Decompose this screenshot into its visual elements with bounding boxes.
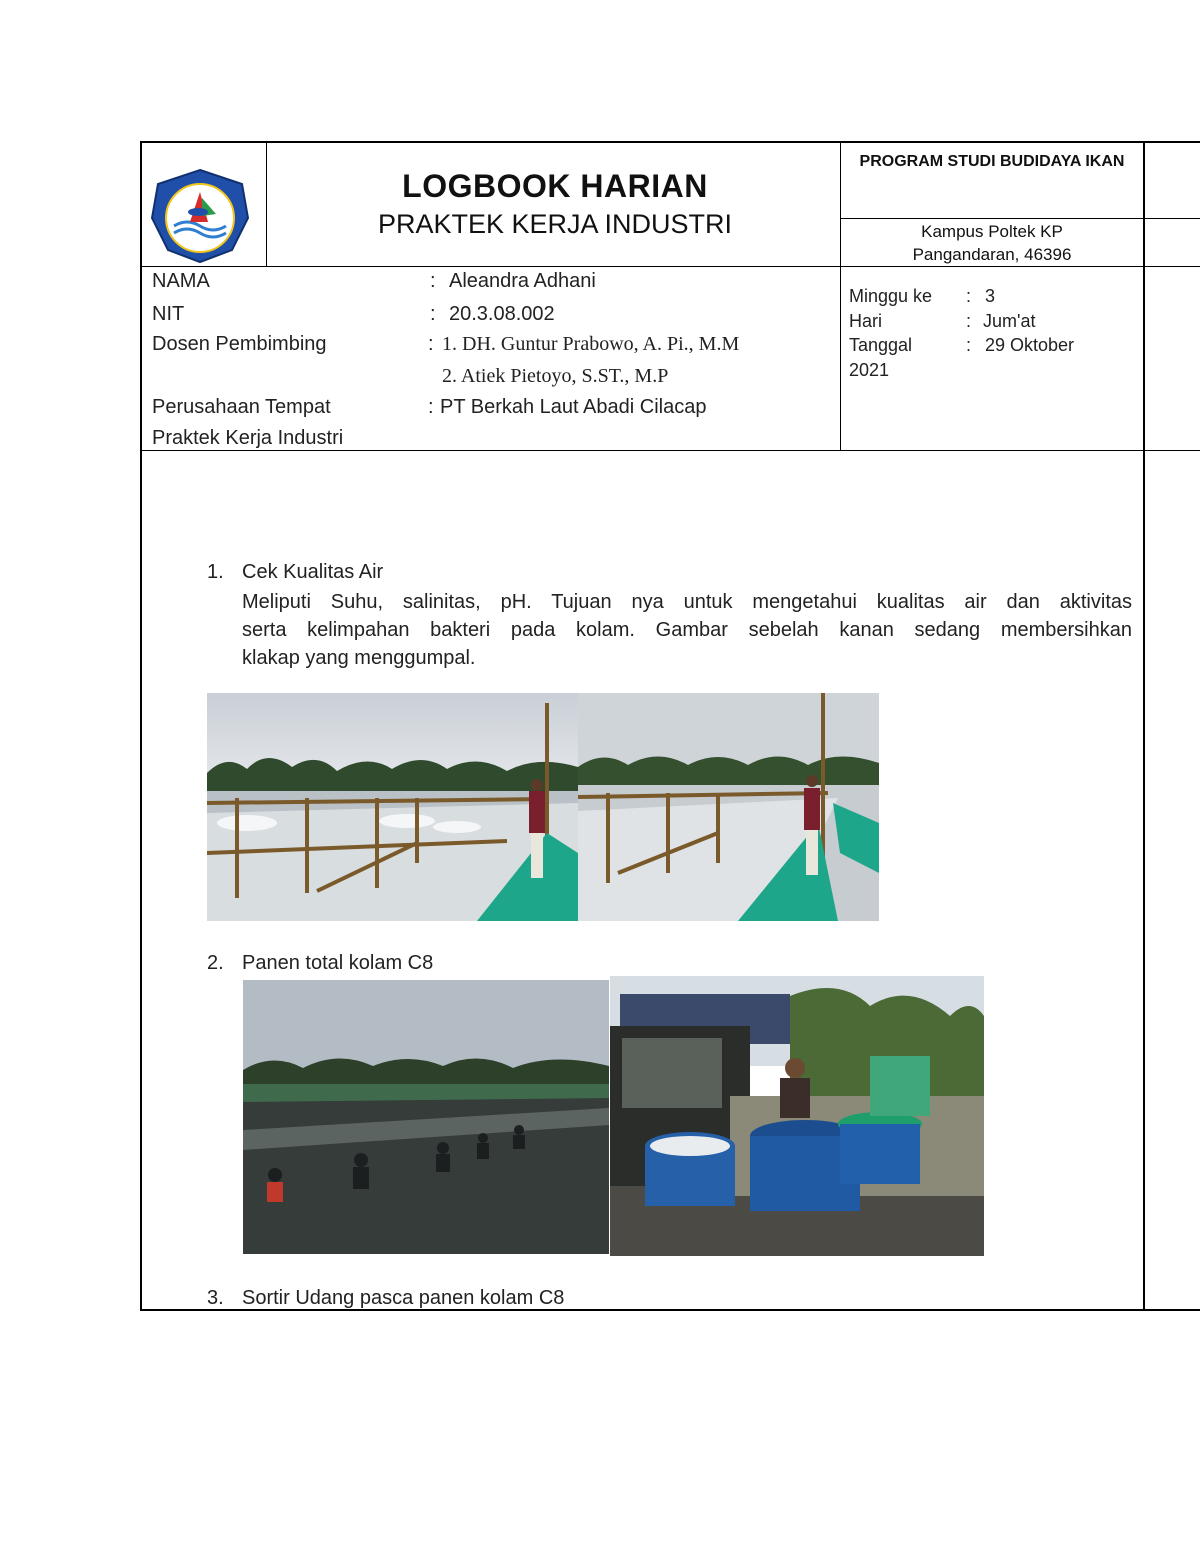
activity-3-number: 3. (207, 1287, 224, 1309)
activity-2-number: 2. (207, 952, 224, 974)
activity-1-desc-line-3: klakap yang menggumpal. (242, 647, 476, 669)
activity-3-title: Sortir Udang pasca panen kolam C8 (242, 1287, 565, 1309)
dosen-colon: : (428, 333, 434, 355)
activity-1-desc-line-1: Meliputi Suhu, salinitas, pH. Tujuan nya untuk mengetahui kualitas air dan aktivitas (242, 591, 1132, 613)
perusahaan-label-1: Perusahaan Tempat (152, 396, 331, 418)
page-title: LOGBOOK HARIAN (402, 168, 708, 204)
nama-label: NAMA (152, 270, 210, 292)
hari-label: Hari (849, 311, 883, 331)
minggu-colon: : (966, 286, 972, 306)
nit-label: NIT (152, 303, 185, 325)
perusahaan-label-2: Praktek Kerja Industri (152, 427, 344, 449)
info-bottom-line (140, 450, 1200, 451)
photo-harvest-transport (610, 976, 984, 1256)
hari-colon: : (966, 311, 972, 331)
page-subtitle: PRAKTEK KERJA INDUSTRI (377, 209, 733, 239)
tanggal-label: Tanggal (849, 335, 913, 355)
minggu-value: 3 (985, 286, 996, 306)
activity-1-description (242, 588, 1132, 672)
nit-colon: : (430, 303, 436, 325)
nit-value: 20.3.08.002 (449, 303, 555, 325)
perusahaan-value: PT Berkah Laut Abadi Cilacap (440, 396, 707, 418)
program-name: PROGRAM STUDI BUDIDAYA IKAN (859, 153, 1125, 170)
header-bottom-line (140, 266, 1200, 267)
title-divider (840, 141, 841, 451)
activity-2-title: Panen total kolam C8 (242, 952, 434, 974)
tanggal-year: 2021 (849, 360, 890, 380)
tanggal-colon: : (966, 335, 972, 355)
tanggal-value: 29 Oktober (985, 335, 1075, 355)
hari-value: Jum'at (983, 311, 1036, 331)
table-right-border (1143, 141, 1145, 1311)
dosen-1: 1. DH. Guntur Prabowo, A. Pi., M.M (442, 333, 740, 355)
campus-address (842, 220, 1142, 266)
dosen-2: 2. Atiek Pietoyo, S.ST., M.P (442, 365, 669, 387)
nama-colon: : (430, 270, 436, 292)
minggu-label: Minggu ke (849, 286, 933, 306)
activity-1-desc-line-2: serta kelimpahan bakteri pada kolam. Gambar sebelah kanan sedang membersihkan (242, 619, 1132, 641)
dosen-label: Dosen Pembimbing (152, 333, 327, 355)
campus-line-1: Kampus Poltek KP (921, 222, 1063, 241)
table-left-border (140, 141, 142, 1311)
institution-logo (150, 168, 250, 264)
nama-value: Aleandra Adhani (449, 270, 596, 292)
activity-1-number: 1. (207, 561, 224, 583)
photo-pond-harvest (243, 980, 609, 1254)
logo-divider (266, 141, 267, 267)
photo-water-quality-check-2 (578, 693, 879, 921)
table-top-border (140, 141, 1200, 143)
activity-1-title: Cek Kualitas Air (242, 561, 384, 583)
perusahaan-colon: : (428, 396, 434, 418)
photo-water-quality-check-1 (207, 693, 578, 921)
program-divider (840, 218, 1200, 219)
campus-line-2: Pangandaran, 46396 (912, 245, 1072, 264)
